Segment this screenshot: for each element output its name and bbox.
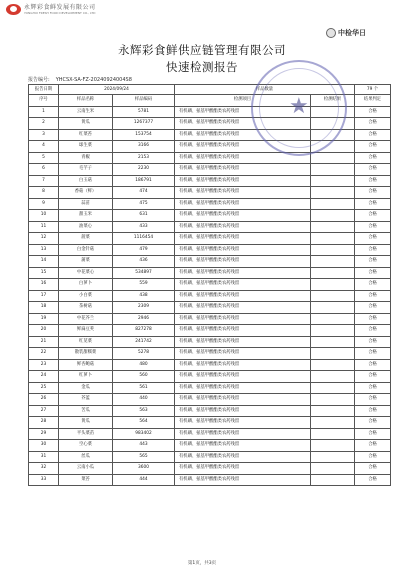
cell-judge: 合格 [355,129,391,141]
cell-item: 有机磷、氨基甲酸酯类农药残留 [175,394,311,406]
cell-code: 479 [113,244,175,256]
cell-seq: 19 [29,313,59,325]
cell-judge: 合格 [355,221,391,233]
cell-judge: 合格 [355,394,391,406]
cell-name: 平头菜苗 [59,428,113,440]
cell-name: 白玉菇 [59,175,113,187]
cell-seq: 3 [29,129,59,141]
cell-code: 563 [113,405,175,417]
cell-result [311,141,355,153]
report-number-value: YHCSX-SA-FZ-20240924004S8 [55,77,132,83]
cell-result [311,428,355,440]
cell-result [311,118,355,130]
cell-result [311,152,355,164]
cell-judge: 合格 [355,451,391,463]
cell-seq: 13 [29,244,59,256]
cell-judge: 合格 [355,118,391,130]
cell-seq: 26 [29,394,59,406]
cell-seq: 11 [29,221,59,233]
cell-seq: 12 [29,233,59,245]
cell-seq: 20 [29,325,59,337]
report-date-label: 报告日期 [29,85,59,95]
cell-seq: 22 [29,348,59,360]
company-logo-english: YONGHUI FRESH FOOD DEVELOPMENT CO., LTD [24,10,96,15]
cell-judge: 合格 [355,382,391,394]
table-body [29,106,391,486]
table-row [29,256,391,268]
cell-judge: 合格 [355,359,391,371]
col-header-item: 检测项目 [175,95,311,107]
cell-code: 983402 [113,428,175,440]
cell-result [311,106,355,118]
table-row [29,290,391,302]
cell-item: 有机磷、氨基甲酸酯类农药残留 [175,428,311,440]
table-row [29,371,391,383]
cell-seq: 24 [29,371,59,383]
cell-code: 440 [113,394,175,406]
cell-name: 红萝卜 [59,371,113,383]
results-table-wrapper [28,84,390,486]
cell-seq: 1 [29,106,59,118]
cell-code: 559 [113,279,175,291]
cell-judge: 合格 [355,348,391,360]
cell-judge: 合格 [355,244,391,256]
cell-result [311,394,355,406]
cell-item: 有机磷、氨基甲酸酯类农药残留 [175,279,311,291]
cell-judge: 合格 [355,428,391,440]
table-row [29,463,391,475]
cell-name: 蒜苗 [59,198,113,210]
table-row [29,382,391,394]
cell-code: 438 [113,290,175,302]
cell-code: 3600 [113,463,175,475]
cell-item: 有机磷、氨基甲酸酯类农药残留 [175,371,311,383]
cell-item: 有机磷、氨基甲酸酯类农药残留 [175,256,311,268]
cell-name: 苦瓜 [59,405,113,417]
cell-item: 有机磷、氨基甲酸酯类农药残留 [175,290,311,302]
cell-result [311,233,355,245]
cell-result [311,244,355,256]
cell-judge: 合格 [355,313,391,325]
cell-result [311,348,355,360]
cell-seq: 14 [29,256,59,268]
company-logo [6,4,96,15]
table-row [29,106,391,118]
cell-item: 有机磷、氨基甲酸酯类农药残留 [175,405,311,417]
cell-seq: 4 [29,141,59,153]
table-row [29,336,391,348]
cell-result [311,440,355,452]
table-row [29,175,391,187]
cell-name: 丝瓜 [59,451,113,463]
table-row [29,279,391,291]
cell-code: 827278 [113,325,175,337]
table-row [29,210,391,222]
cell-seq: 27 [29,405,59,417]
cell-code: 475 [113,198,175,210]
cell-judge: 合格 [355,463,391,475]
cell-code: 2946 [113,313,175,325]
cell-result [311,221,355,233]
table-row [29,129,391,141]
cell-name: 鲜杏鲍菇 [59,359,113,371]
cell-result [311,451,355,463]
table-row [29,394,391,406]
table-row [29,405,391,417]
cell-seq: 31 [29,451,59,463]
cell-code: 2153 [113,152,175,164]
col-header-judge: 结果判定 [355,95,391,107]
cell-result [311,302,355,314]
cell-result [311,164,355,176]
cell-code: 534897 [113,267,175,279]
table-row [29,233,391,245]
cell-name: 菠菜 [59,233,113,245]
cell-name: 青椒 [59,152,113,164]
cell-judge: 合格 [355,440,391,452]
cell-name: 黄瓜 [59,118,113,130]
table-row [29,221,391,233]
table-row [29,187,391,199]
cell-result [311,175,355,187]
cell-name: 毛芋子 [59,164,113,176]
cell-item: 有机磷、氨基甲酸酯类农药残留 [175,106,311,118]
table-row [29,141,391,153]
cell-item: 有机磷、氨基甲酸酯类农药残留 [175,129,311,141]
table-row [29,267,391,279]
table-row [29,313,391,325]
table-row [29,474,391,486]
cell-name: 红苋菜 [59,336,113,348]
cell-item: 有机磷、氨基甲酸酯类农药残留 [175,440,311,452]
table-row [29,152,391,164]
cell-seq: 25 [29,382,59,394]
cell-item: 有机磷、氨基甲酸酯类农药残留 [175,325,311,337]
cell-result [311,279,355,291]
cell-item: 有机磷、氨基甲酸酯类农药残留 [175,417,311,429]
company-logo-text: 永辉彩食鲜发展有限公司 [24,3,96,11]
cell-result [311,187,355,199]
table-header-row [29,95,391,107]
cell-code: 3166 [113,141,175,153]
cell-item: 有机磷、氨基甲酸酯类农药残留 [175,244,311,256]
cell-seq: 29 [29,428,59,440]
cell-seq: 33 [29,474,59,486]
cell-item: 有机磷、氨基甲酸酯类农药残留 [175,382,311,394]
cell-result [311,371,355,383]
cell-code: 1267377 [113,118,175,130]
cell-item: 有机磷、氨基甲酸酯类农药残留 [175,221,311,233]
cell-code: 433 [113,221,175,233]
cell-code: 560 [113,371,175,383]
cell-judge: 合格 [355,371,391,383]
cell-result [311,336,355,348]
cell-judge: 合格 [355,198,391,210]
table-row [29,302,391,314]
cell-code: 474 [113,187,175,199]
report-number-label: 报告编号: [28,77,50,83]
cell-name: 菜苔 [59,474,113,486]
cell-seq: 23 [29,359,59,371]
table-row [29,325,391,337]
cell-name: 散装甜糯菜 [59,348,113,360]
cell-name: 云南小瓜 [59,463,113,475]
cell-item: 有机磷、氨基甲酸酯类农药残留 [175,187,311,199]
meta-row [29,85,391,95]
cell-judge: 合格 [355,290,391,302]
cell-name: 茶树菇 [59,302,113,314]
cell-judge: 合格 [355,141,391,153]
cell-item: 有机磷、氨基甲酸酯类农药残留 [175,313,311,325]
cell-name: 黄瓜 [59,417,113,429]
cell-result [311,417,355,429]
sample-count-value: 79 个 [355,85,391,95]
cell-result [311,198,355,210]
cell-result [311,325,355,337]
cell-item: 有机磷、氨基甲酸酯类农药残留 [175,141,311,153]
cell-seq: 8 [29,187,59,199]
cell-judge: 合格 [355,405,391,417]
cell-result [311,474,355,486]
cell-name: 小白菜 [59,290,113,302]
cell-name: 蒲菜 [59,256,113,268]
cell-seq: 10 [29,210,59,222]
table-row [29,348,391,360]
cell-seq: 21 [29,336,59,348]
cell-item: 有机磷、氨基甲酸酯类农药残留 [175,463,311,475]
cell-judge: 合格 [355,106,391,118]
cell-item: 有机磷、氨基甲酸酯类农药残留 [175,118,311,130]
cell-code: 443 [113,440,175,452]
cell-seq: 9 [29,198,59,210]
cell-seq: 18 [29,302,59,314]
cell-seq: 32 [29,463,59,475]
cell-result [311,129,355,141]
cell-item: 有机磷、氨基甲酸酯类农药残留 [175,164,311,176]
cell-code: 444 [113,474,175,486]
cell-name: 中花菜心 [59,267,113,279]
cofco-logo-icon [326,28,336,38]
cell-judge: 合格 [355,164,391,176]
table-row [29,451,391,463]
cell-item: 有机磷、氨基甲酸酯类农药残留 [175,474,311,486]
results-table [28,84,391,486]
cell-item: 有机磷、氨基甲酸酯类农药残留 [175,336,311,348]
cell-code: 561 [113,382,175,394]
cell-name: 白金针菇 [59,244,113,256]
cell-name: 油菜心 [59,221,113,233]
table-row [29,198,391,210]
company-logo-icon [6,4,21,15]
cell-name: 金瓜 [59,382,113,394]
cell-name: 中花芥兰 [59,313,113,325]
cell-judge: 合格 [355,417,391,429]
cell-judge: 合格 [355,233,391,245]
table-row [29,417,391,429]
cell-result [311,463,355,475]
cell-code: 186791 [113,175,175,187]
seal-star-icon: ★ [289,94,309,119]
cell-name: 甜玉米 [59,210,113,222]
cell-seq: 28 [29,417,59,429]
cell-item: 有机磷、氨基甲酸酯类农药残留 [175,210,311,222]
cell-code: 564 [113,417,175,429]
col-header-name: 样品名称 [59,95,113,107]
cell-code: 2309 [113,302,175,314]
cell-item: 有机磷、氨基甲酸酯类农药残留 [175,175,311,187]
cell-result [311,210,355,222]
table-row [29,359,391,371]
report-subtitle: 快速检测报告 [166,60,238,74]
report-title: 永辉彩食鲜供应链管理有限公司 [118,43,286,57]
cell-judge: 合格 [355,256,391,268]
col-header-code: 样品编码 [113,95,175,107]
cell-code: 153754 [113,129,175,141]
cell-item: 有机磷、氨基甲酸酯类农药残留 [175,348,311,360]
cell-judge: 合格 [355,210,391,222]
table-row [29,118,391,130]
report-number [28,76,138,83]
cell-judge: 合格 [355,279,391,291]
cell-item: 有机磷、氨基甲酸酯类农药残留 [175,152,311,164]
cell-name: 白萝卜 [59,279,113,291]
table-row [29,244,391,256]
cell-name: 香菇（鲜） [59,187,113,199]
cell-result [311,405,355,417]
cell-code: 241742 [113,336,175,348]
cofco-logo-text: 中检华日 [338,29,366,37]
cell-name: 空心菜 [59,440,113,452]
cell-code: 480 [113,359,175,371]
cofco-logo [326,28,366,38]
cell-code: 565 [113,451,175,463]
table-row [29,164,391,176]
cell-name: 云南生米 [59,106,113,118]
cell-seq: 2 [29,118,59,130]
cell-result [311,359,355,371]
cell-seq: 5 [29,152,59,164]
cell-judge: 合格 [355,267,391,279]
cell-judge: 合格 [355,474,391,486]
cell-seq: 7 [29,175,59,187]
cell-judge: 合格 [355,302,391,314]
cell-item: 有机磷、氨基甲酸酯类农药残留 [175,359,311,371]
cell-result [311,382,355,394]
cell-item: 有机磷、氨基甲酸酯类农药残留 [175,233,311,245]
cell-result [311,313,355,325]
cell-seq: 6 [29,164,59,176]
cell-item: 有机磷、氨基甲酸酯类农药残留 [175,267,311,279]
cell-result [311,256,355,268]
cell-code: 5278 [113,348,175,360]
cell-seq: 17 [29,290,59,302]
cell-result [311,290,355,302]
cell-name: 球生菜 [59,141,113,153]
cell-item: 有机磷、氨基甲酸酯类农药残留 [175,198,311,210]
cell-name: 芥蓝 [59,394,113,406]
cell-code: 2230 [113,164,175,176]
cell-seq: 16 [29,279,59,291]
report-date-value: 2024/09/24 [59,85,175,95]
cell-result [311,267,355,279]
cell-code: 5781 [113,106,175,118]
cell-name: 红菜苔 [59,129,113,141]
cell-seq: 30 [29,440,59,452]
cell-item: 有机磷、氨基甲酸酯类农药残留 [175,451,311,463]
cell-judge: 合格 [355,152,391,164]
cell-name: 鲜扁豆荚 [59,325,113,337]
col-header-seq: 序号 [29,95,59,107]
cell-judge: 合格 [355,175,391,187]
cell-judge: 合格 [355,325,391,337]
cell-code: 436 [113,256,175,268]
table-row [29,440,391,452]
col-header-result: 检测结果 [311,95,355,107]
cell-code: 631 [113,210,175,222]
sample-count-label: 样品数量 [175,85,355,95]
cell-item: 有机磷、氨基甲酸酯类农药残留 [175,302,311,314]
page-footer: 第1页，共3页 [187,561,217,566]
cell-judge: 合格 [355,336,391,348]
cell-judge: 合格 [355,187,391,199]
table-row [29,428,391,440]
cell-seq: 15 [29,267,59,279]
cell-code: 1116454 [113,233,175,245]
